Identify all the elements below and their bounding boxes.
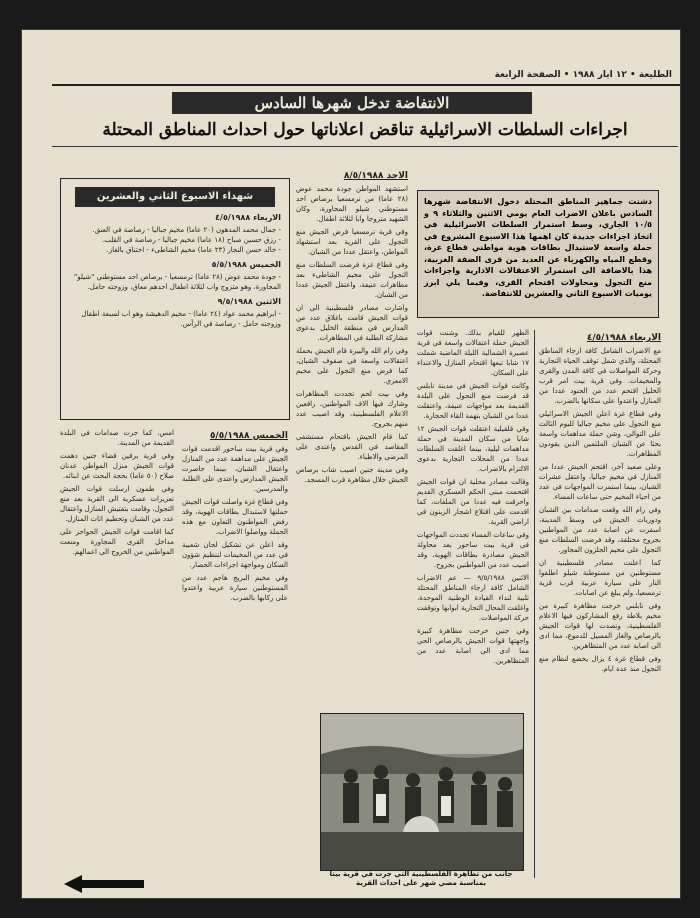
paragraph: كما اعلنت مصادر فلسطينية ان مستوطنين من مستوطنة شيلو اطلقوا النار على سيارة عربية قرب قرية ترمسعيا، ولم يبلغ عن اصابات.	[539, 559, 661, 597]
paragraph: وفي قرية برقين قضاء جنين دهمت قوات الجيش منزل المواطن عدنان صلاح (٥٠ عاما) بحجة البحث عن ابنائه.	[60, 452, 174, 480]
paragraph: واشارت مصادر فلسطينية الى ان قوات الجيش قامت باغلاق عدد من المدارس في منطقة الخليل بدعوى مشاركة الطلبة في المظاهرات.	[296, 304, 408, 342]
intro-box: دشنت جماهير المناطق المحتلة دخول الانتفاضة شهرها السادس باعلان الاضراب العام يومي الاثنين والثلاثاء ٩ و ١٠/٥ الجاري، وسط استمرار السلطات الاسرائيلية في اتخاذ اجراءات جديدة كان اهمها هذا الاسبوع المشروع في حملة واسعة لاستبدال بطاقات هوية مواطني قطاع غزة، وقطع المياه والكهرباء عن العديد من قرى الضفة الغربية، هذا بالاضافة الى استمرار الاعتقالات الادارية واجراءات منع التجول ومحاولات اقتحام القرى، وفيما يلي ابرز يوميات الاسبوع الثاني والعشرين للانتفاضة.	[417, 190, 659, 318]
kicker-banner: الانتفاضة تدخل شهرها السادس	[172, 92, 532, 114]
column-center	[296, 168, 408, 708]
section-heading: الاربعاء ٤/٥/١٩٨٨	[586, 333, 661, 343]
paragraph: وفي قطاع غزة ٤ يزال يخضع لنظام منع التجول منذ عدة ايام.	[539, 655, 661, 673]
martyr-entry: - ابراهيم محمد عواد (٢٤ عاما) - مخيم الدهيشة وهو اب لسبعة اطفال وزوجته حامل - رصاصة في الرأس.	[81, 310, 281, 328]
paragraph: امس، كما جرت صدامات في البلدة القديمة من المدينة.	[60, 429, 174, 447]
paragraph: وعلى صعيد آخر، اقتحم الجيش عددا من المنازل في مخيم جباليا، واعتقل عشرات الشبان، بينما استمرت المواجهات في عدد من احياء المخيم حتى ساعات المساء.	[539, 463, 661, 501]
photo-caption: جانب من تظاهرة الفلسطينية التي جرت في قرية بيتا بمناسبة مضي شهر على احداث القرية	[329, 870, 513, 887]
paragraph: وفي رام الله وقعت صدامات بين الشبان ودوريات الجيش في وسط المدينة، اسفرت عن اصابة عدد من المواطنين بجروح مختلفة، وقد فرضت السلطات منع التجول على مخيم الجلزون المجاور.	[539, 506, 661, 554]
crowd-photo-icon	[321, 714, 523, 870]
paragraph: وفي قطاع غزة واصلت قوات الجيش حملتها لاستبدال بطاقات الهوية، وقد رفض المواطنون التعاون مع هذه الحملة وواصلوا الاضراب.	[182, 498, 288, 536]
column-left-outer	[60, 428, 174, 868]
paragraph: وكانت قوات الجيش في مدينة نابلس قد فرضت منع التجول على البلدة القديمة بعد مواجهات عنيفة، واعتقلت عددا من الشبان بتهمة القاء الحجارة.	[417, 382, 529, 420]
header-line: الطليعة • ١٢ ايار ١٩٨٨ • الصفحة الرابعة	[494, 70, 672, 80]
paragraph: وفي مدينة جنين اصيب شاب برصاص الجيش خلال مظاهرة قرب المسجد.	[296, 466, 408, 484]
main-headline: اجراءات السلطات الاسرائيلية تناقض اعلاناتها حول احداث المناطق المحتلة	[102, 120, 628, 140]
continue-arrow-icon	[64, 875, 144, 893]
martyr-entry: - جمال محمد المدهون (٢٠ عاما) مخيم جباليا - رصاصة في العنق.	[92, 226, 281, 234]
section-heading: الخميس ٥/٥/١٩٨٨	[209, 431, 288, 441]
paragraph: وفي قطاع غزة فرضت السلطات منع التجول على مخيم الشاطىء بعد مظاهرات عنيفة، واعتقل الجيش عددا من الشبان.	[296, 261, 408, 299]
paragraph: وفي جنين خرجت مظاهرة كبيرة واجهتها قوات الجيش بالرصاص الحي مما ادى الى اصابة عدد من المتظاهرين.	[417, 627, 529, 665]
paragraph: وفي طمون ارسلت قوات الجيش تعزيزات عسكرية الى القرية بعد منع التجول، وقامت بتفتيش المنازل واعتقال عدد من الشبان وتحطيم اثاث المنازل.	[60, 485, 174, 523]
paragraph: وفي مخيم البريج هاجم عدد من المستوطنين سيارة عربية واعتدوا على ركابها بالضرب.	[182, 574, 288, 602]
paragraph: وفي قرية بيت ساحور اقدمت قوات الجيش على مداهمة عدد من المنازل واعتقال الشبان، بينما حاصرت الجيش المدارس واعتدى على الطلبة والمدرسين.	[182, 445, 288, 493]
column-left-inner	[182, 428, 288, 868]
headline-rule	[52, 146, 678, 147]
day-heading: الاثنين ٩/٥/١٩٨٨	[217, 297, 281, 306]
paragraph: وفي بيت لحم تجددت المظاهرات وشارك فيها الاف المواطنين، رافعين الاعلام الفلسطينية، وقد اصيب عدد منهم بجروح.	[296, 390, 408, 428]
column-rule	[534, 330, 535, 878]
news-photo	[320, 713, 524, 871]
page-header	[52, 70, 680, 86]
paragraph: الظهر للقيام بذلك. وشنت قوات الجيش حملة اعتقالات واسعة في قرية عصيرة الشمالية الليلة الماضية شملت ١٧ شابا تبعها اقتحام المنازل والاعتداء على السكان.	[417, 329, 529, 377]
paragraph: وفي ساعات المساء تجددت المواجهات في قرية بيت ساحور بعد محاولة الجيش مصادرة بطاقات الهوية، وقد اصيب عدد من المواطنين بجروح.	[417, 531, 529, 569]
martyrs-box-title: شهداء الاسبوع الثاني والعشرين	[75, 187, 275, 207]
paragraph: وفي قلقيلية اعتقلت قوات الجيش ١٢ شابا من سكان المدينة في حملة مداهمات ليلية، بينما اغلقت السلطات عددا من المحلات التجارية بدعوى الالتزام بالاضراب.	[417, 425, 529, 473]
paragraph: مع الاضراب الشامل كافة ارجاء المناطق المحتلة، والذي شمل توقف الحياة التجارية وحركة المواصلات في كافة المدن والقرى والمخيمات. وفي قرية بيت امر قرب الخليل اقتحم عدد من الجنود عددا من المنازل واعتدوا على سكانها بالضرب.	[539, 347, 661, 405]
newspaper-page	[22, 30, 680, 898]
day-heading: الخميس ٥/٥/١٩٨٨	[211, 260, 281, 269]
paragraph: وفي رام الله والبيرة قام الجيش بحملة اعتقالات واسعة في صفوف الشبان، كما فرض منع التجول على مخيم الامعري.	[296, 347, 408, 385]
paragraph: الاثنين ٩/٥/١٩٨٨ — عم الاضراب الشامل كافة ارجاء المناطق المحتلة تلبية لنداء القيادة الوطنية الموحدة، واغلقت المحال التجارية ابوابها وتوقفت حركة المواصلات.	[417, 574, 529, 622]
paragraph: استشهد المواطن جودة محمد عوض (٢٨ عاما) من ترمسعيا برصاص احد مستوطني شيلو المجاورة، وكان الشهيد متزوجا وابا لثلاثة اطفال.	[296, 185, 408, 223]
paragraph: وقالت مصادر محلية ان قوات الجيش اقتحمت مبنى الحكم العسكري القديم واحرقت فيه عددا من الملفات، كما اقدمت على اقتلاع اشجار الزيتون في اراضي القرية.	[417, 478, 529, 526]
paragraph: كما اقامت قوات الجيش الحواجز على مداخل القرى المجاورة ومنعت المواطنين من الخروج الى اعمالهم.	[60, 528, 174, 556]
martyr-entry: - جودة محمد عوض (٢٨ عاما) ترمسعيا - برصاص احد مستوطني "شيلو" المجاورة، وهو متزوج واب لثلاثة اطفال احدهم معاق، وزوجته حامل.	[73, 273, 281, 291]
paragraph: وقد اعلن عن تشكيل لجان شعبية في عدد من المخيمات لتنظيم شؤون السكان ومواجهة اجراءات الحصار.	[182, 541, 288, 569]
paragraph: كما قام الجيش باقتحام مستشفى المقاصد في القدس واعتدى على المرضى والاطباء.	[296, 433, 408, 461]
paragraph: وفي قطاع غزة اعلن الجيش الاسرائيلي منع التجول على مخيم جباليا لليوم الثالث على التوالي، وشن حملة مداهمات واسعة بحثا عن الشبان الملثمين الذين يقودون المظاهرات.	[539, 410, 661, 458]
column-middle	[417, 328, 529, 710]
martyr-entry: - خالد حسن النجار (٢٣ عاما) مخيم الشاطىء - اختناق بالغاز.	[106, 246, 281, 254]
paragraph: وفي قرية ترمسعيا فرض الجيش منع التجول على القرية بعد استشهاد المواطن، واعتقل عددا من الشبان.	[296, 228, 408, 256]
column-right	[539, 330, 661, 870]
martyr-entry: - رزق حسين صباح (١٨ عاما) مخيم جباليا - رصاصة في القلب.	[102, 236, 281, 244]
martyrs-box	[60, 178, 290, 420]
section-heading: الاحد ٨/٥/١٩٨٨	[343, 171, 408, 181]
day-heading: الاربعاء ٤/٥/١٩٨٨	[215, 213, 281, 222]
paragraph: وفي نابلس خرجت مظاهرة كبيرة من مخيم بلاطة رفع المشاركون فيها الاعلام الفلسطينية، وتصدت لها قوات الجيش بالرصاص والغاز المسيل للدموع، مما ادى الى اصابة عدد من المتظاهرين.	[539, 602, 661, 650]
